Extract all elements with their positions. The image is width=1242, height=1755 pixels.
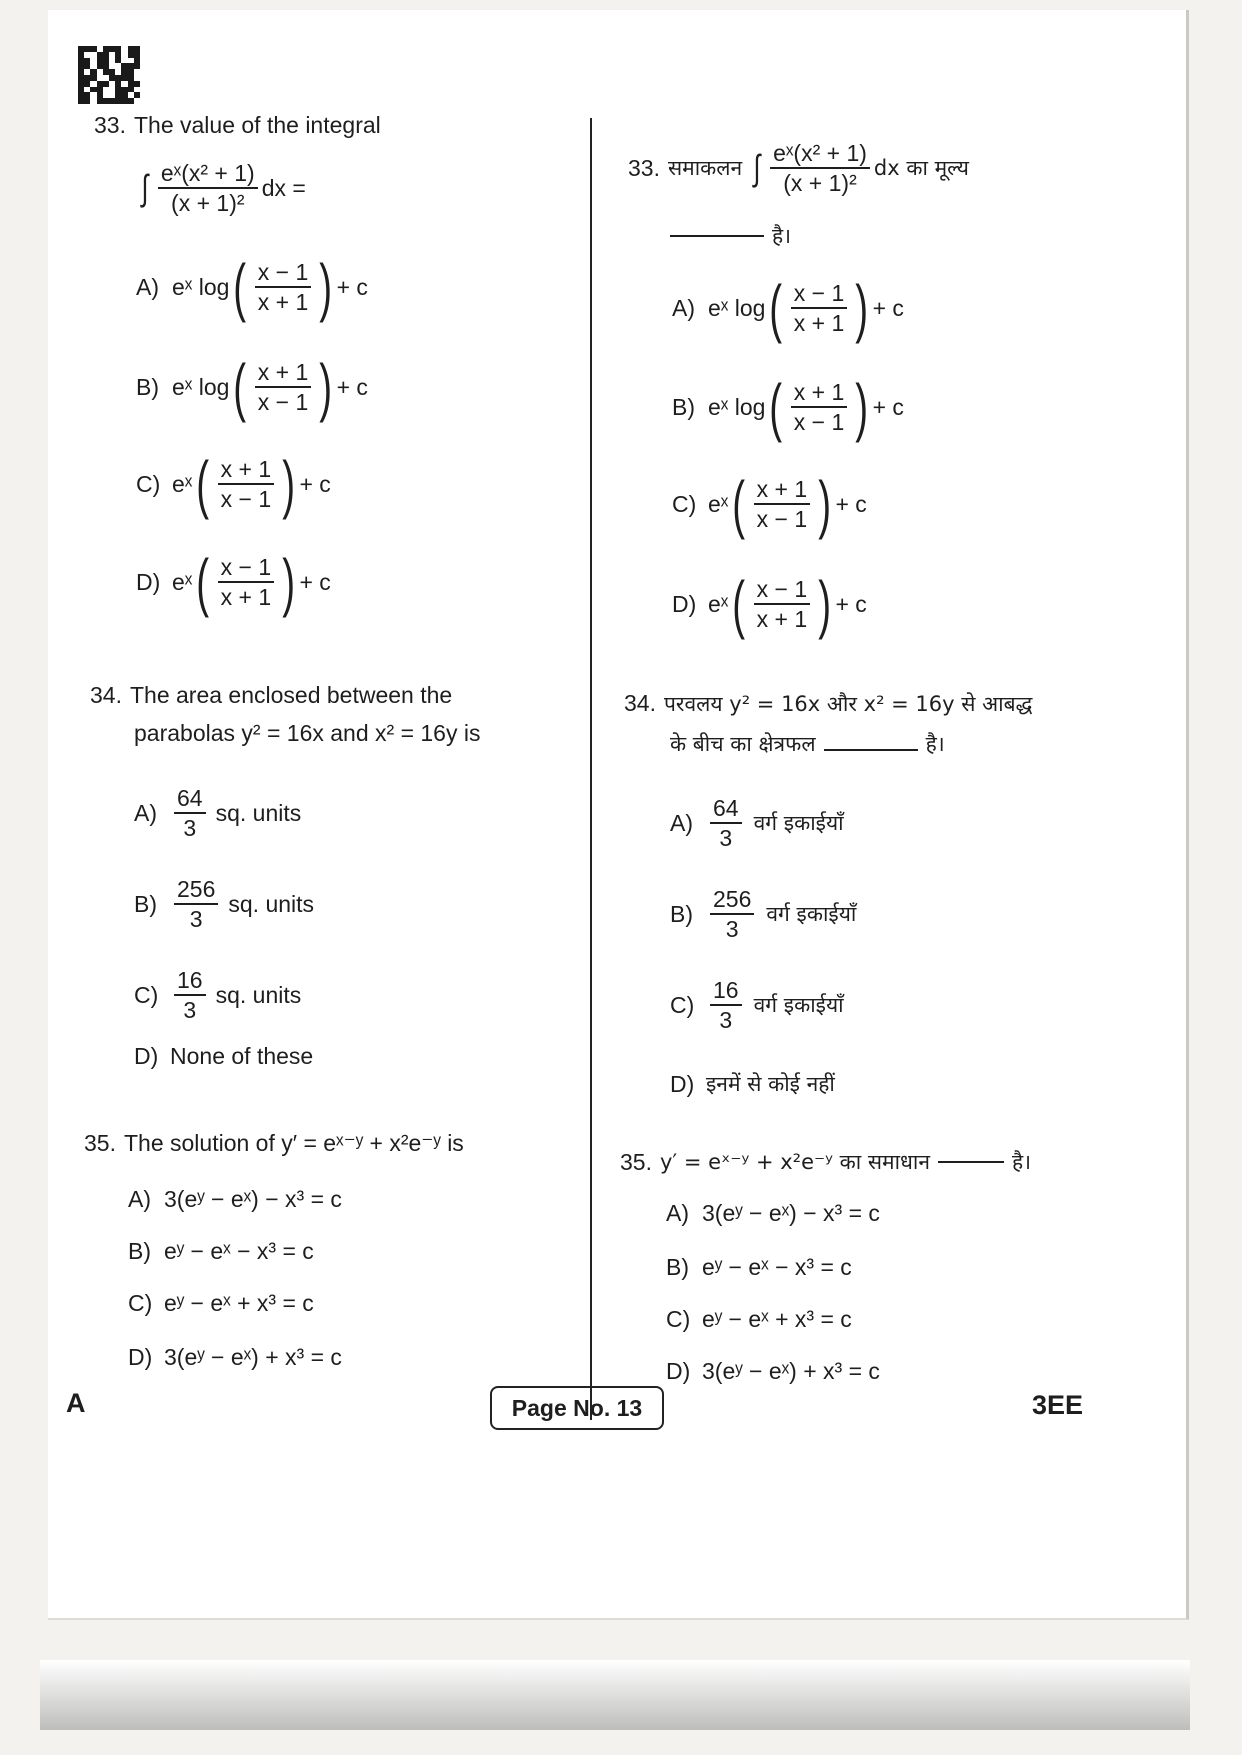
question-stem: The value of the integral [133,112,381,138]
question-number: 35. [620,1148,652,1175]
question-34-en: 34. The area enclosed between the parabolas y² = 16x and x² = 16y is [90,682,481,746]
integral-expression: ∫ $\frac{\text{eˣ(x² + 1)}}{\text{(x + 1)²}}$ dx = [141,160,306,217]
option-34-b-hi[interactable]: B) $\frac{256}{3}$ वर्ग इकाईयाँ [670,886,857,943]
answer-blank-line [824,749,918,751]
option-33-b[interactable]: B) eˣ log ( $\frac{x + 1}{x - 1}$ ) + c [136,351,368,423]
option-33-a[interactable]: A) eˣ log ( $\frac{x - 1}{x + 1}$ ) + c [136,251,368,323]
option-34-d[interactable]: D) None of these [134,1043,314,1069]
option-33-d-hi[interactable]: D) eˣ ( $\frac{x - 1}{x + 1}$ ) + c [672,568,867,640]
answer-blank-line [938,1161,1004,1163]
question-33-hi: 33. समाकलन ∫ $\frac{\text{eˣ(x² + 1)}}{\text{(x + 1)²}}$ dx का मूल्य [628,140,969,197]
question-34-hi: 34. परवलय y² = 16x और x² = 16y से आबद्ध के बीच का क्षेत्रफल है। [624,690,1033,756]
option-35-b[interactable]: B) eʸ − eˣ − x³ = c [128,1238,314,1264]
option-34-b[interactable]: B) $\frac{256}{3}$ sq. units [134,876,315,933]
question-33-en [94,112,381,140]
answer-blank-line: है। [670,222,791,250]
option-33-a-hi[interactable]: A) eˣ log ( $\frac{x - 1}{x + 1}$ ) + c [672,272,904,344]
question-number: 33. [628,154,660,181]
column-divider [590,118,592,1420]
option-35-a-hi[interactable]: A) 3(eʸ − eˣ) − x³ = c [666,1200,880,1226]
integrand-fraction: $\frac{\text{eˣ(x² + 1)}}{\text{(x + 1)²}}$ [158,160,258,217]
option-34-c-hi[interactable]: C) $\frac{16}{3}$ वर्ग इकाईयाँ [670,977,844,1034]
question-number: 34. [90,682,122,708]
option-33-c-hi[interactable]: C) eˣ ( $\frac{x + 1}{x - 1}$ ) + c [672,468,867,540]
integral-sign-icon: ∫ [753,147,761,189]
question-number: 33. [94,112,126,138]
option-35-d-hi[interactable]: D) 3(eʸ − eˣ) + x³ = c [666,1358,880,1384]
scan-shadow [40,1660,1190,1730]
page-number-box: Page No. 13 [490,1386,664,1430]
series-letter: A [66,1388,86,1418]
option-33-b-hi[interactable]: B) eˣ log ( $\frac{x + 1}{x - 1}$ ) + c [672,371,904,443]
qr-code-icon [78,46,140,104]
option-34-c[interactable]: C) $\frac{16}{3}$ sq. units [134,967,302,1024]
option-34-d-hi[interactable]: D) इनमें से कोई नहीं [670,1070,835,1097]
option-35-a[interactable]: A) 3(eʸ − eˣ) − x³ = c [128,1186,342,1212]
option-33-d[interactable]: D) eˣ ( $\frac{x - 1}{x + 1}$ ) + c [136,546,331,618]
option-34-a-hi[interactable]: A) $\frac{64}{3}$ वर्ग इकाईयाँ [670,795,844,852]
option-35-c-hi[interactable]: C) eʸ − eˣ + x³ = c [666,1306,852,1332]
option-34-a[interactable]: A) $\frac{64}{3}$ sq. units [134,785,302,842]
question-35-en: 35. The solution of y′ = eˣ⁻ʸ + x²e⁻ʸ is [84,1130,464,1156]
option-35-c[interactable]: C) eʸ − eˣ + x³ = c [128,1290,314,1316]
option-33-c[interactable]: C) eˣ ( $\frac{x + 1}{x - 1}$ ) + c [136,448,331,520]
option-35-b-hi[interactable]: B) eʸ − eˣ − x³ = c [666,1254,852,1280]
question-35-hi: 35. y′ = eˣ⁻ʸ + x²e⁻ʸ का समाधान है। [620,1148,1032,1175]
question-number: 34. [624,690,656,716]
question-number: 35. [84,1130,116,1156]
integral-sign-icon: ∫ [141,167,149,209]
option-35-d[interactable]: D) 3(eʸ − eˣ) + x³ = c [128,1344,342,1370]
paper-code: 3EE [1032,1390,1084,1420]
